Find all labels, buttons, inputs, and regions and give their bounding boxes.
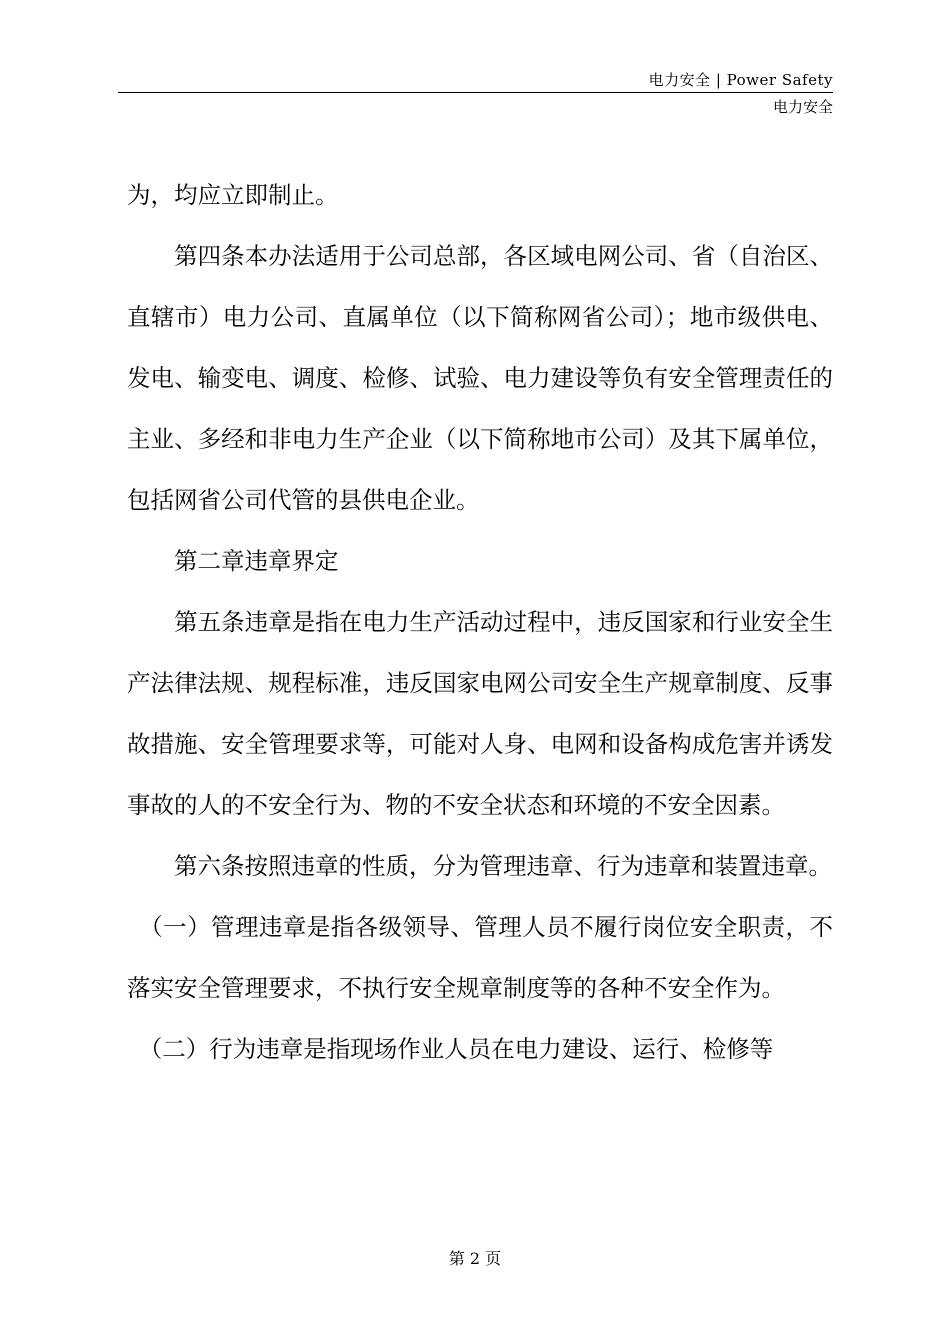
header-subtitle: 电力安全 [772, 98, 833, 116]
paragraph: 第四条本办法适用于公司总部，各区域电网公司、省（自治区、直辖市）电力公司、直属单位（以下简称网省公司）；地市级供电、发电、输变电、调度、检修、试验、电力建设等负有安全管理责任的主业、多经和非电力生产企业（以下简称地市公司）及其下属单位，包括网省公司代管的县供电企业。 [127, 242, 833, 514]
page-number: 第 2 页 [448, 1249, 502, 1268]
paragraph: （一）管理违章是指各级领导、管理人员不履行岗位安全职责，不落实安全管理要求，不执行安全规章制度等的各种不安全作为。 [127, 913, 833, 1002]
paragraph: （二）行为违章是指现场作业人员在电力建设、运行、检修等 [127, 1035, 774, 1063]
paragraph: 第二章违章界定 [127, 547, 339, 575]
document-body [127, 165, 833, 1080]
paragraph: 第五条违章是指在电力生产活动过程中，违反国家和行业安全生产法律法规、规程标准，违反国家电网公司安全生产规章制度、反事故措施、安全管理要求等，可能对人身、电网和设备构成危害并诱发事故的人的不安全行为、物的不安全状态和环境的不安全因素。 [127, 608, 833, 819]
header-rule [118, 92, 833, 93]
header-title: 电力安全 | Power Safety [648, 71, 833, 89]
paragraph: 为，均应立即制止。 [127, 181, 339, 209]
page-header [118, 70, 833, 117]
paragraph: 第六条按照违章的性质，分为管理违章、行为违章和装置违章。 [127, 852, 832, 880]
